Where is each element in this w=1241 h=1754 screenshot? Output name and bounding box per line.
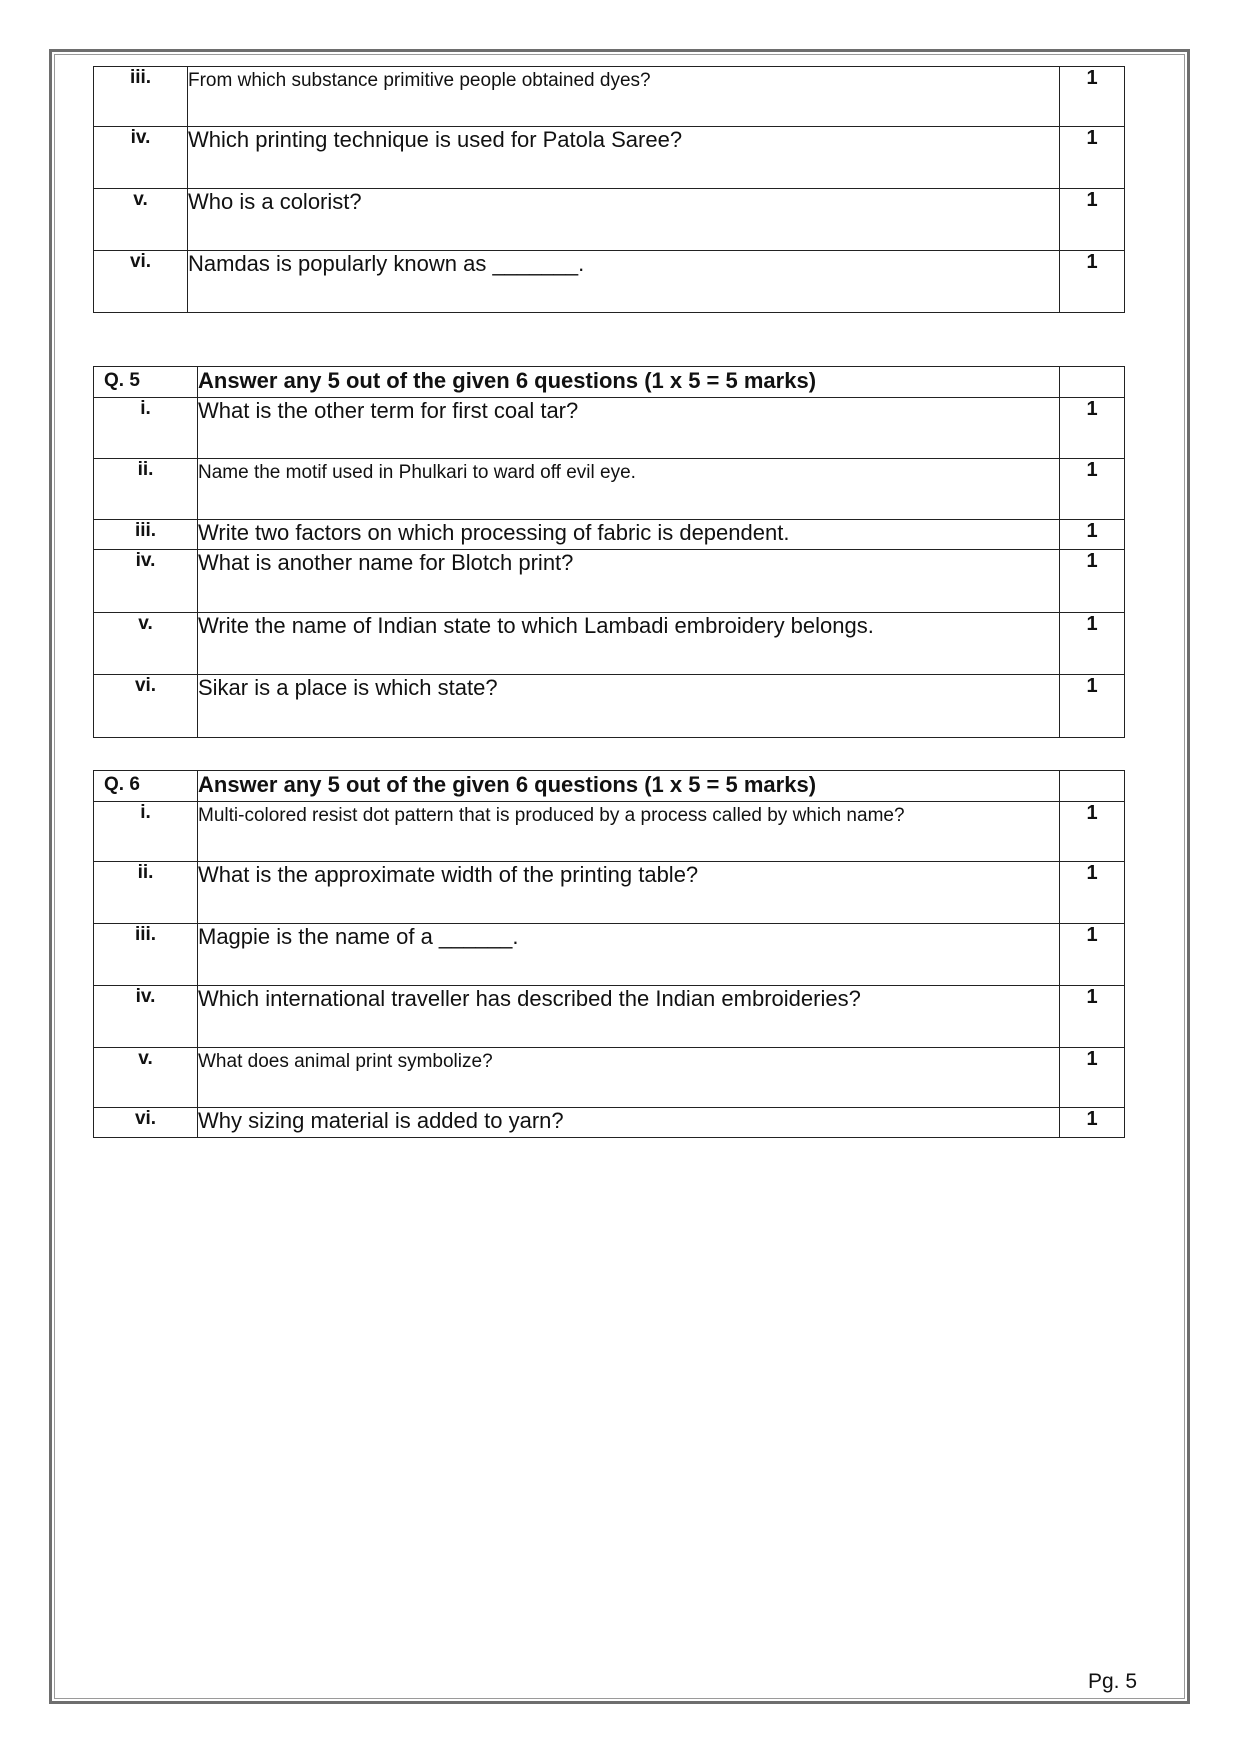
question-label: Q. 6 — [94, 771, 198, 802]
table-row — [94, 613, 1125, 675]
question-text: What does animal print symbolize? — [198, 1048, 1060, 1108]
table-row — [94, 986, 1125, 1048]
question-marks: 1 — [1060, 613, 1125, 675]
section-heading: Answer any 5 out of the given 6 questions (1 x 5 = 5 marks) — [198, 771, 1060, 802]
question-number: v. — [94, 1048, 198, 1108]
question-number: vi. — [94, 1108, 198, 1138]
question-marks: 1 — [1060, 251, 1125, 313]
table-row — [94, 924, 1125, 986]
question-text: Namdas is popularly known as _______. — [188, 251, 1060, 313]
question-number: i. — [94, 398, 198, 459]
question-number: ii. — [94, 459, 198, 520]
question-text: Write the name of Indian state to which Lambadi embroidery belongs. — [198, 613, 1060, 675]
table-row — [94, 398, 1125, 459]
table-row — [94, 802, 1125, 862]
question-marks: 1 — [1060, 127, 1125, 189]
question-text: Why sizing material is added to yarn? — [198, 1108, 1060, 1138]
question-label: Q. 5 — [94, 367, 198, 398]
marks-header-cell — [1060, 771, 1125, 802]
question-number: iii. — [94, 520, 198, 550]
question-marks: 1 — [1060, 862, 1125, 924]
question-number: iv. — [94, 986, 198, 1048]
question-number: iii. — [94, 67, 188, 127]
table-row — [94, 520, 1125, 550]
question-marks: 1 — [1060, 675, 1125, 738]
question-marks: 1 — [1060, 550, 1125, 613]
question-marks: 1 — [1060, 986, 1125, 1048]
table-row — [94, 675, 1125, 738]
question-number: v. — [94, 189, 188, 251]
table-row — [94, 189, 1125, 251]
question-marks: 1 — [1060, 398, 1125, 459]
question-text: What is another name for Blotch print? — [198, 550, 1060, 613]
marks-header-cell — [1060, 367, 1125, 398]
table-row — [94, 251, 1125, 313]
table-row — [94, 127, 1125, 189]
question-number: iv. — [94, 127, 188, 189]
table-row — [94, 1108, 1125, 1138]
question-marks: 1 — [1060, 1048, 1125, 1108]
table-header-row — [94, 367, 1125, 398]
section-heading: Answer any 5 out of the given 6 questions (1 x 5 = 5 marks) — [198, 367, 1060, 398]
question-text: Write two factors on which processing of fabric is dependent. — [198, 520, 1060, 550]
table-header-row — [94, 771, 1125, 802]
table-row — [94, 67, 1125, 127]
question-text: Who is a colorist? — [188, 189, 1060, 251]
question-text: What is the other term for first coal tar? — [198, 398, 1060, 459]
page-number: Pg. 5 — [1088, 1670, 1138, 1693]
question-text: Multi-colored resist dot pattern that is produced by a process called by which name? — [198, 802, 1060, 862]
question-marks: 1 — [1060, 802, 1125, 862]
table-row — [94, 1048, 1125, 1108]
question-text: Which printing technique is used for Patola Saree? — [188, 127, 1060, 189]
question-number: iv. — [94, 550, 198, 613]
question-marks: 1 — [1060, 520, 1125, 550]
question-marks: 1 — [1060, 1108, 1125, 1138]
question-table-q5 — [93, 366, 1125, 738]
question-number: vi. — [94, 675, 198, 738]
question-table-continued — [93, 66, 1125, 313]
table-row — [94, 550, 1125, 613]
question-text: Which international traveller has described the Indian embroideries? — [198, 986, 1060, 1048]
table-row — [94, 862, 1125, 924]
question-number: iii. — [94, 924, 198, 986]
question-text: Magpie is the name of a ______. — [198, 924, 1060, 986]
question-marks: 1 — [1060, 924, 1125, 986]
question-text: From which substance primitive people obtained dyes? — [188, 67, 1060, 127]
question-text: Name the motif used in Phulkari to ward off evil eye. — [198, 459, 1060, 520]
question-text: What is the approximate width of the printing table? — [198, 862, 1060, 924]
question-marks: 1 — [1060, 189, 1125, 251]
question-number: ii. — [94, 862, 198, 924]
question-marks: 1 — [1060, 459, 1125, 520]
question-number: vi. — [94, 251, 188, 313]
question-number: i. — [94, 802, 198, 862]
question-number: v. — [94, 613, 198, 675]
table-row — [94, 459, 1125, 520]
question-table-q6 — [93, 770, 1125, 1138]
question-text: Sikar is a place is which state? — [198, 675, 1060, 738]
question-marks: 1 — [1060, 67, 1125, 127]
